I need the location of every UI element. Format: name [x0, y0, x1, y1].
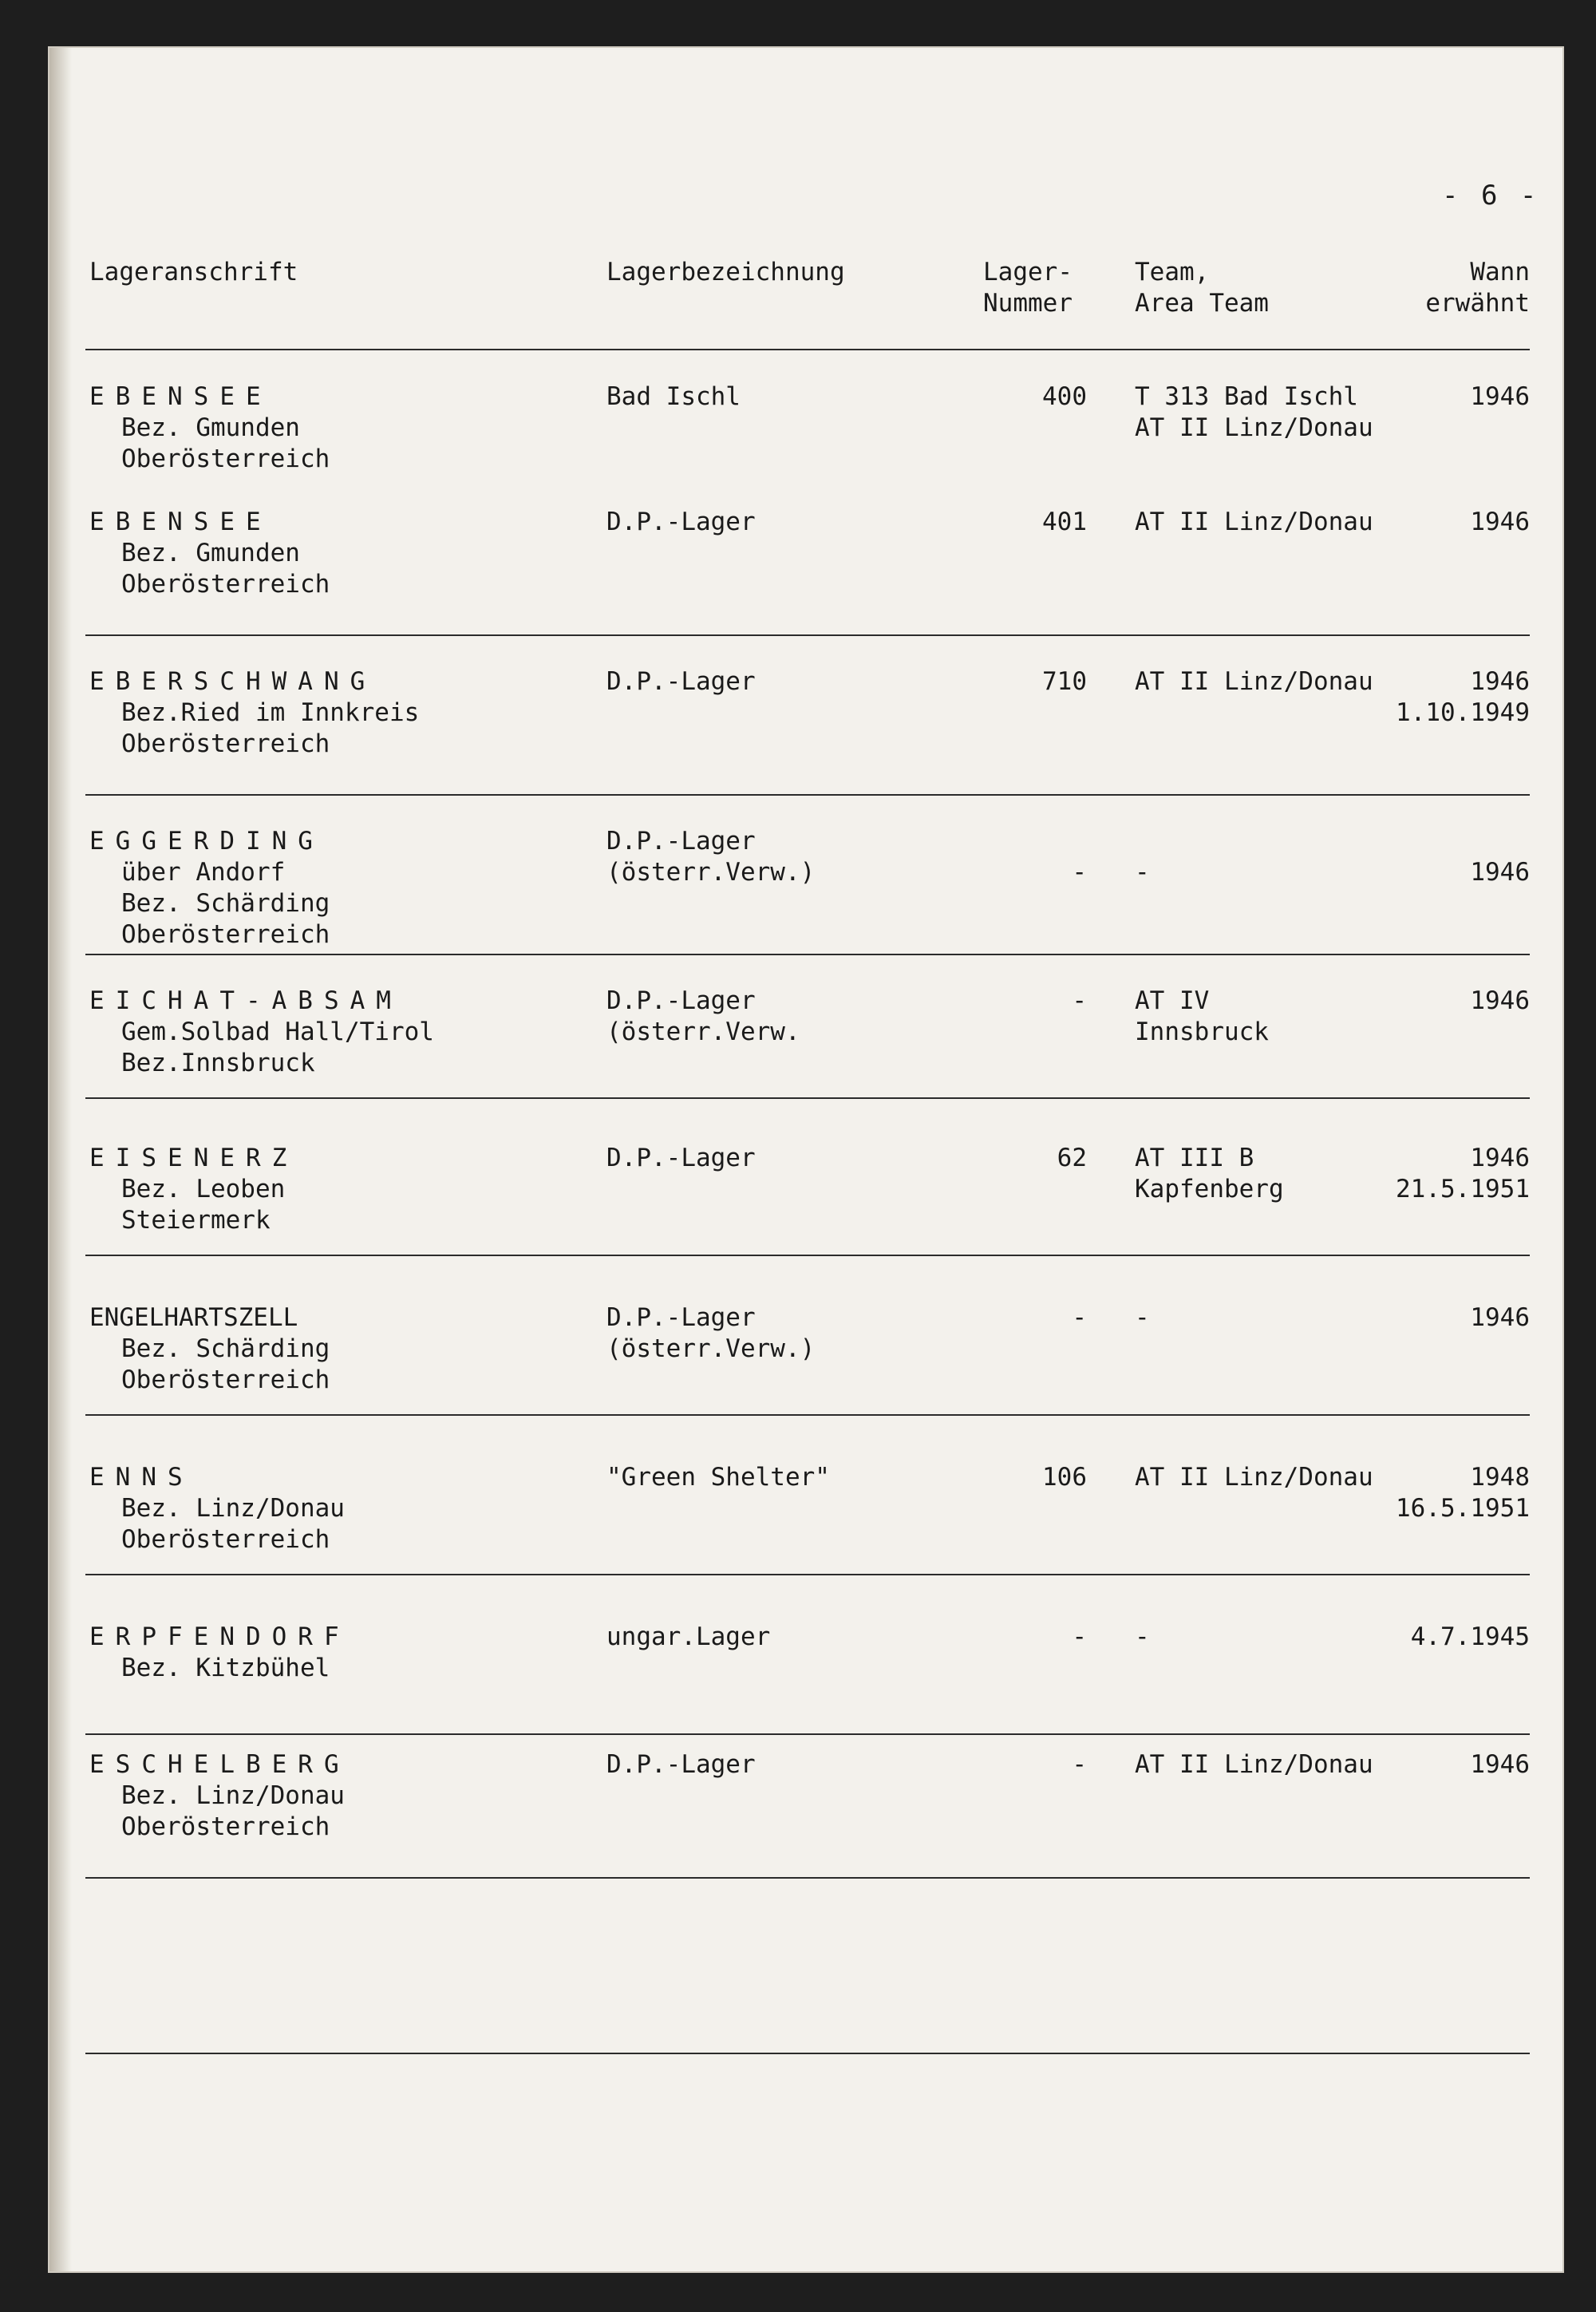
camp-address-line: über Andorf	[121, 858, 286, 887]
camp-location-name: EISENERZ	[89, 1144, 298, 1172]
camp-address	[89, 1302, 330, 1396]
camp-team: AT II Linz/Donau	[1135, 1463, 1373, 1492]
camp-date-mentioned: 4.7.1945	[1410, 1622, 1530, 1651]
camp-address	[89, 826, 330, 950]
camp-address-line: Bez.Ried im Innkreis	[121, 698, 420, 727]
entry-divider	[85, 2053, 1530, 2054]
camp-location-name: EBENSEE	[89, 382, 272, 411]
camp-address-line: Bez.Innsbruck	[121, 1049, 315, 1077]
camp-location-name: ENGELHARTSZELL	[89, 1303, 298, 1332]
camp-team: -	[1135, 858, 1150, 887]
header-team: Team, Area Team	[1135, 258, 1269, 318]
camp-designation: ungar.Lager	[606, 1622, 771, 1651]
camp-team: AT II Linz/Donau	[1135, 667, 1373, 696]
header-designation: Lagerbezeichnung	[606, 258, 845, 287]
camp-address-line: Gem.Solbad Hall/Tirol	[121, 1018, 434, 1046]
camp-address	[89, 1622, 350, 1684]
camp-number: -	[1072, 1622, 1087, 1651]
camp-date-mentioned: 1948 16.5.1951	[1396, 1463, 1530, 1523]
camp-designation: D.P.-Lager	[606, 667, 756, 696]
camp-date-mentioned: 1946 1.10.1949	[1396, 667, 1530, 727]
camp-designation: "Green Shelter"	[606, 1463, 830, 1492]
camp-address-line: Oberösterreich	[121, 1525, 330, 1554]
camp-address-line: Bez. Schärding	[121, 889, 330, 918]
camp-location-name: EBENSEE	[89, 508, 272, 536]
entry-divider	[85, 794, 1530, 796]
camp-address-line: Bez. Gmunden	[121, 413, 300, 442]
camp-address-line: Oberösterreich	[121, 920, 330, 949]
camp-address	[89, 1143, 298, 1236]
entry-divider	[85, 1255, 1530, 1256]
camp-designation: D.P.-Lager	[606, 1144, 756, 1172]
camp-designation: Bad Ischl	[606, 382, 741, 411]
camp-team: T 313 Bad Ischl AT II Linz/Donau	[1135, 382, 1373, 442]
camp-address-line: Bez. Leoben	[121, 1175, 286, 1203]
camp-location-name: ENNS	[89, 1463, 194, 1492]
camp-team: -	[1135, 1303, 1150, 1332]
camp-team: AT IV Innsbruck	[1135, 986, 1269, 1046]
camp-team: AT II Linz/Donau	[1135, 508, 1373, 536]
header-number: Lager- Nummer	[983, 258, 1073, 318]
camp-number: -	[1072, 1750, 1087, 1779]
camp-address-line: Bez. Linz/Donau	[121, 1781, 345, 1810]
header-rule	[85, 349, 1530, 350]
camp-address-line: Oberösterreich	[121, 729, 330, 758]
camp-date-mentioned: 1946	[1470, 858, 1530, 887]
page-edge-shadow	[49, 48, 72, 2271]
camp-number: 710	[1042, 667, 1087, 696]
camp-address	[89, 986, 434, 1079]
camp-date-mentioned: 1946 21.5.1951	[1396, 1144, 1530, 1203]
camp-address-line: Steiermerk	[121, 1206, 271, 1235]
camp-date-mentioned: 1946	[1470, 986, 1530, 1015]
camp-team: -	[1135, 1622, 1150, 1651]
camp-date-mentioned: 1946	[1470, 1303, 1530, 1332]
camp-designation: D.P.-Lager (österr.Verw.)	[606, 1303, 816, 1363]
document-page	[48, 46, 1564, 2273]
camp-location-name: EGGERDING	[89, 827, 324, 856]
camp-address	[89, 507, 330, 600]
camp-designation: D.P.-Lager (österr.Verw.	[606, 986, 800, 1046]
camp-address-line: Oberösterreich	[121, 445, 330, 473]
camp-number: -	[1072, 858, 1087, 887]
camp-location-name: ERPFENDORF	[89, 1622, 350, 1651]
entry-divider	[85, 1574, 1530, 1575]
header-when: Wann erwähnt	[1425, 258, 1530, 318]
camp-date-mentioned: 1946	[1470, 1750, 1530, 1779]
camp-number: -	[1072, 986, 1087, 1015]
camp-date-mentioned: 1946	[1470, 382, 1530, 411]
camp-address-line: Oberösterreich	[121, 1365, 330, 1394]
camp-location-name: EICHAT-ABSAM	[89, 986, 402, 1015]
camp-number: 62	[1057, 1144, 1087, 1172]
camp-address-line: Oberösterreich	[121, 1812, 330, 1841]
camp-number: 106	[1042, 1463, 1087, 1492]
camp-number: 400	[1042, 382, 1087, 411]
header-address: Lageranschrift	[89, 258, 298, 287]
camp-team: AT III B Kapfenberg	[1135, 1144, 1284, 1203]
camp-designation: D.P.-Lager	[606, 508, 756, 536]
camp-address	[89, 381, 330, 475]
camp-address-line: Oberösterreich	[121, 570, 330, 599]
camp-address	[89, 1462, 345, 1555]
entry-divider	[85, 1097, 1530, 1099]
camp-number: 401	[1042, 508, 1087, 536]
entry-divider	[85, 1414, 1530, 1416]
camp-address	[89, 1749, 350, 1843]
camp-date-mentioned: 1946	[1470, 508, 1530, 536]
camp-location-name: ESCHELBERG	[89, 1750, 350, 1779]
entry-divider	[85, 634, 1530, 636]
entry-divider	[85, 1733, 1530, 1735]
camp-designation: D.P.-Lager (österr.Verw.)	[606, 827, 816, 887]
camp-designation: D.P.-Lager	[606, 1750, 756, 1779]
camp-number: -	[1072, 1303, 1087, 1332]
entry-divider	[85, 954, 1530, 955]
camp-address-line: Bez. Schärding	[121, 1334, 330, 1363]
camp-address-line: Bez. Gmunden	[121, 539, 300, 567]
camp-address-line: Bez. Linz/Donau	[121, 1494, 345, 1523]
camp-address	[89, 666, 419, 760]
camp-address-line: Bez. Kitzbühel	[121, 1654, 330, 1682]
camp-location-name: EBERSCHWANG	[89, 667, 377, 696]
camp-team: AT II Linz/Donau	[1135, 1750, 1373, 1779]
entry-divider	[85, 1877, 1530, 1879]
page-number: - 6 -	[1442, 180, 1540, 211]
